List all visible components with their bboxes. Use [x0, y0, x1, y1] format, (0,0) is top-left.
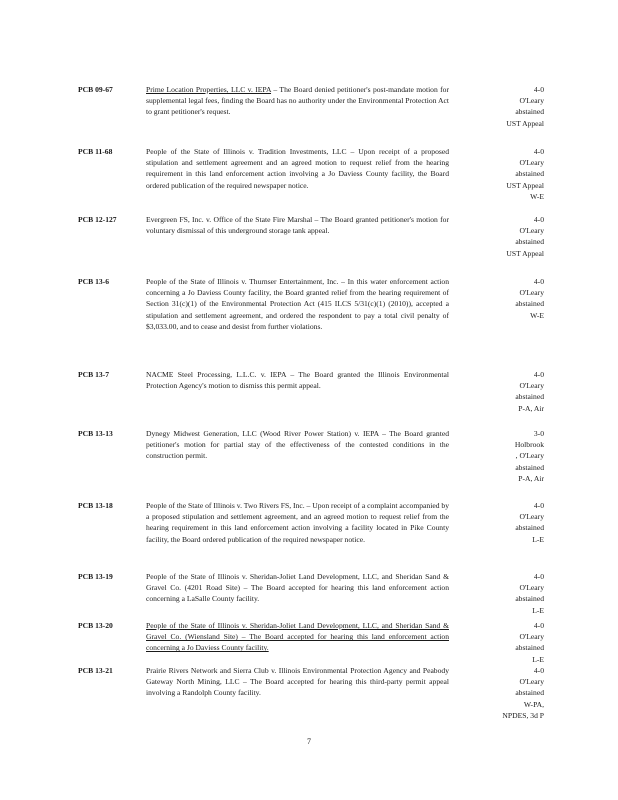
case-vote: [470, 428, 544, 484]
vote-line: abstained: [515, 237, 544, 247]
case-description: [146, 500, 449, 545]
case-vote: [470, 620, 544, 665]
case-number: PCB 13-13: [78, 429, 113, 438]
case-description: [146, 665, 449, 699]
case-vote: [470, 369, 544, 414]
vote-line: abstained: [515, 523, 544, 533]
vote-line: UST Appeal: [506, 180, 544, 190]
vote-line: NPDES, 3d P: [502, 710, 544, 720]
vote-line: 4-0: [533, 621, 544, 630]
vote-line: O'Leary: [519, 96, 544, 106]
vote-line: abstained: [515, 594, 544, 604]
vote-line: P-A, Air: [518, 403, 544, 413]
vote-line: 4-0: [533, 85, 544, 94]
vote-line: abstained: [515, 688, 544, 698]
case-number: PCB 13-21: [78, 666, 113, 675]
vote-line: 4-0: [533, 147, 544, 156]
vote-line: abstained: [515, 643, 544, 653]
case-caption: People of the State of Illinois v. Sheridan-Joliet Land Development, LLC, and Sheridan Sand & Gravel Co. (Wiensland Site): [146, 621, 449, 642]
vote-line: abstained: [515, 392, 544, 402]
page-number: 7: [307, 737, 311, 746]
vote-line: Holbrook: [514, 440, 544, 450]
case-text: People of the State of Illinois v. Thurnser Entertainment, Inc. – In this water enforcement action concerning a Jo Daviess County facility, the Board granted relief from the hearing requirement of Section 31(c)(1) of the Environmental Protection Act (415 ILCS 5/31(c)(1) (2010)), accepted a stipulation and settlement agreement, and ordered the respondent to pay a total civil penalty of $3,033.00, and to cease and desist from further violations.: [146, 277, 449, 331]
vote-line: abstained: [515, 462, 544, 472]
vote-line: W-PA,: [523, 699, 544, 709]
vote-line: 3-0: [533, 429, 544, 438]
case-number: PCB 13-19: [78, 572, 113, 581]
vote-line: abstained: [515, 299, 544, 309]
case-text: Dynegy Midwest Generation, LLC (Wood River Power Station) v. IEPA – The Board granted petitioner's motion for partial stay of the effectiveness of the contested conditions in the construction permit.: [146, 429, 449, 461]
case-description: [146, 276, 449, 332]
vote-line: abstained: [515, 107, 544, 117]
vote-line: 4-0: [533, 572, 544, 581]
case-number: PCB 13-6: [78, 277, 110, 286]
vote-line: 4-0: [533, 277, 544, 286]
vote-line: abstained: [515, 169, 544, 179]
case-text: Evergreen FS, Inc. v. Office of the State Fire Marshal – The Board granted petitioner's motion for voluntary dismissal of this underground storage tank appeal.: [146, 215, 449, 236]
case-vote: [470, 214, 544, 259]
vote-line: P-A, Air: [518, 473, 544, 483]
case-description: [146, 428, 449, 462]
case-number: PCB 09-67: [78, 85, 113, 94]
vote-line: 4-0: [533, 370, 544, 379]
case-text: Prairie Rivers Network and Sierra Club v. Illinois Environmental Protection Agency and Peabody Gateway North Mining, LLC – The Board accepted for hearing this third-party permit appeal involving a Randolph County facility.: [146, 666, 449, 698]
vote-line: L-E: [532, 605, 544, 615]
case-number: PCB 13-18: [78, 501, 113, 510]
vote-line: UST Appeal: [506, 118, 544, 128]
vote-line: O'Leary: [519, 677, 544, 687]
case-vote: [470, 276, 544, 321]
case-vote: [470, 84, 544, 129]
vote-line: O'Leary: [519, 288, 544, 298]
vote-line: O'Leary: [519, 158, 544, 168]
case-text: People of the State of Illinois v. Tradition Investments, LLC – Upon receipt of a proposed stipulation and settlement agreement and an agreed motion to request relief from the hearing requirement in this land enforcement action involving a Jo Daviess County facility, the Board ordered publication of the required newspaper notice.: [146, 147, 449, 190]
case-text: – The Board accepted for hearing this land enforcement action concerning a Jo Daviess County facility.: [146, 632, 449, 653]
case-vote: [470, 500, 544, 545]
case-text: – The Board denied petitioner's post-mandate motion for supplemental legal fees, finding the Board has no authority under the Environmental Protection Act to grant petitioner's request.: [146, 85, 449, 117]
case-number: PCB 13-7: [78, 370, 110, 379]
vote-line: W-E: [530, 310, 544, 320]
case-description: [146, 369, 449, 391]
vote-line: UST Appeal: [506, 248, 544, 258]
case-text: NACME Steel Processing, L.L.C. v. IEPA – The Board granted the Illinois Environmental Protection Agency's motion to dismiss this permit appeal.: [146, 370, 449, 391]
case-number: PCB 13-20: [78, 621, 113, 630]
vote-line: 4-0: [533, 666, 544, 675]
vote-line: L-E: [532, 654, 544, 664]
vote-line: O'Leary: [519, 632, 544, 642]
case-vote: [470, 665, 544, 721]
vote-line: 4-0: [533, 215, 544, 224]
vote-line: 4-0: [533, 501, 544, 510]
case-vote: [470, 146, 544, 202]
vote-line: , O'Leary: [515, 451, 544, 461]
case-description: [146, 84, 449, 118]
vote-line: O'Leary: [519, 226, 544, 236]
vote-line: L-E: [532, 534, 544, 544]
case-description: [146, 571, 449, 605]
case-text: People of the State of Illinois v. Two Rivers FS, Inc. – Upon receipt of a complaint accompanied by a proposed stipulation and settlement agreement, and an agreed motion to request relief from the hearing requirement in this land enforcement action involving a facility located in Pike County facility, the Board ordered publication of the required newspaper notice.: [146, 501, 449, 544]
vote-line: O'Leary: [519, 381, 544, 391]
case-number: PCB 11-68: [78, 147, 113, 156]
case-description: [146, 214, 449, 236]
case-description: [146, 620, 449, 654]
vote-line: W-E: [530, 191, 544, 201]
vote-line: O'Leary: [519, 583, 544, 593]
case-caption: Prime Location Properties, LLC v. IEPA: [146, 85, 272, 94]
case-vote: [470, 571, 544, 616]
vote-line: O'Leary: [519, 512, 544, 522]
case-text: People of the State of Illinois v. Sheridan-Joliet Land Development, LLC, and Sheridan Sand & Gravel Co. (4201 Road Site) – The Board accepted for hearing this land enforcement action concerning a LaSalle County facility.: [146, 572, 449, 604]
case-description: [146, 146, 449, 191]
case-number: PCB 12-127: [78, 215, 117, 224]
